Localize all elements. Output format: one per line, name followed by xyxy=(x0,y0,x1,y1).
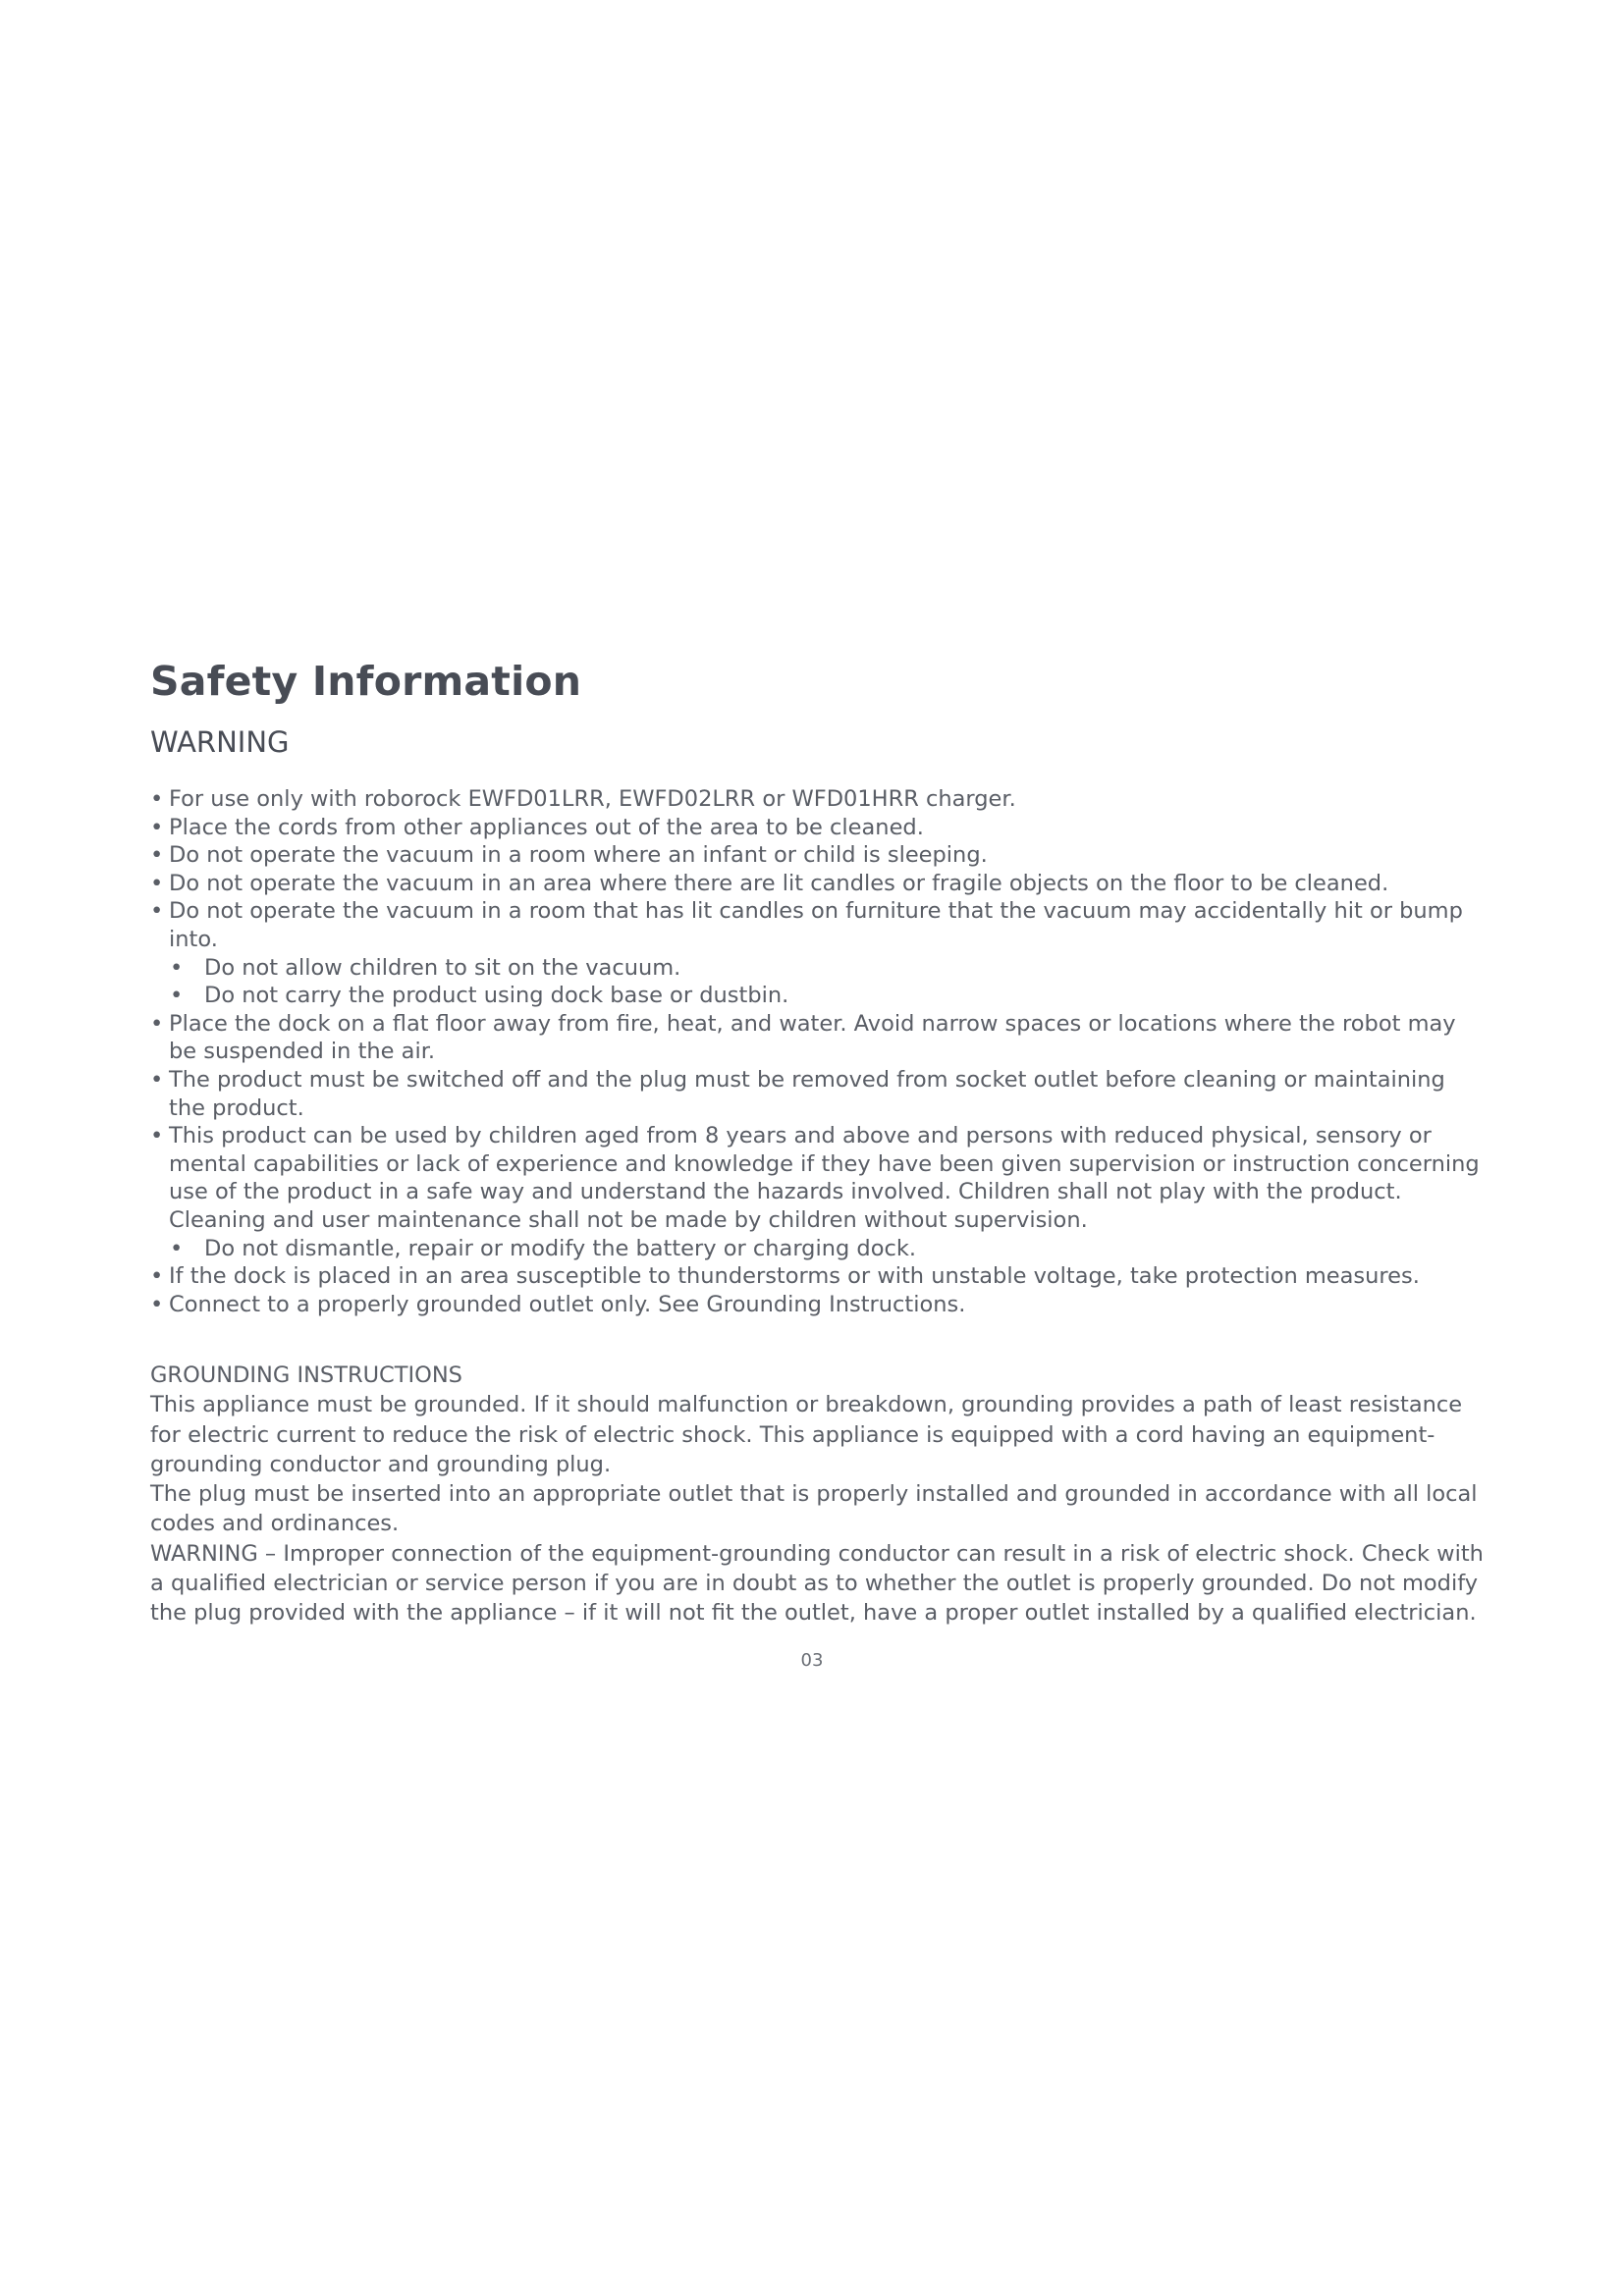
warning-item xyxy=(150,1291,1486,1319)
bullet-icon: • xyxy=(150,814,164,840)
warning-item xyxy=(150,897,1486,953)
warning-subitem xyxy=(150,982,1486,1010)
warning-text: Do not allow children to sit on the vacuum. xyxy=(204,954,681,981)
grounding-paragraph: This appliance must be grounded. If it should malfunction or breakdown, grounding provides a path of least resistance for electric current to reduce the risk of electric shock. This appliance is equipped with a cord having an equipment-grounding conductor and grounding plug. xyxy=(150,1392,1463,1477)
warning-item xyxy=(150,1066,1486,1122)
bullet-icon: • xyxy=(150,842,164,869)
warning-item xyxy=(150,814,1486,842)
warning-list xyxy=(150,785,1486,1318)
warning-item xyxy=(150,841,1486,870)
bullet-icon: • xyxy=(150,1010,164,1037)
warning-item xyxy=(150,870,1486,898)
warning-text: Place the cords from other appliances out of the area to be cleaned. xyxy=(169,814,924,840)
warning-text: Do not dismantle, repair or modify the battery or charging dock. xyxy=(204,1235,917,1261)
warning-text: For use only with roborock EWFD01LRR, EWFD02LRR or WFD01HRR charger. xyxy=(169,786,1016,812)
grounding-warning-paragraph: WARNING – Improper connection of the equipment-grounding conductor can result in a risk of electric shock. Check with a qualified electrician or service person if you are in doubt as to whether the outlet is properly grounded. Do not modify the plug provided with the appliance – if it will not fit the outlet, have a proper outlet installed by a qualified electrician. xyxy=(150,1540,1484,1626)
bullet-icon: • xyxy=(170,954,184,981)
bullet-icon: • xyxy=(170,983,184,1009)
warning-item xyxy=(150,1262,1486,1291)
warning-heading: WARNING xyxy=(150,725,290,759)
bullet-icon: • xyxy=(150,1291,164,1317)
warning-text: The product must be switched off and the plug must be removed from socket outlet before cleaning or maintaining the product. xyxy=(169,1066,1445,1121)
bullet-icon: • xyxy=(150,1123,164,1149)
warning-text: Place the dock on a flat floor away from fire, heat, and water. Avoid narrow spaces or locations where the robot may be suspended in the air. xyxy=(169,1010,1456,1065)
warning-text: Connect to a properly grounded outlet only. See Grounding Instructions. xyxy=(169,1291,966,1317)
warning-item xyxy=(150,1122,1486,1234)
grounding-heading: GROUNDING INSTRUCTIONS xyxy=(150,1362,462,1389)
warning-text: Do not operate the vacuum in a room where an infant or child is sleeping. xyxy=(169,842,988,869)
grounding-paragraph: The plug must be inserted into an appropriate outlet that is properly installed and grounded in accordance with all local codes and ordinances. xyxy=(150,1481,1478,1537)
bullet-icon: • xyxy=(170,1235,184,1261)
bullet-icon: • xyxy=(150,898,164,925)
warning-text: Do not operate the vacuum in a room that has lit candles on furniture that the vacuum may accidentally hit or bump into. xyxy=(169,898,1463,952)
warning-subitem xyxy=(150,1235,1486,1263)
warning-item xyxy=(150,1010,1486,1066)
bullet-icon: • xyxy=(150,786,164,812)
page-title: Safety Information xyxy=(150,658,582,705)
warning-text: Do not operate the vacuum in an area where there are lit candles or fragile objects on the floor to be cleaned. xyxy=(169,870,1389,896)
warning-text: This product can be used by children aged from 8 years and above and persons with reduced physical, sensory or mental capabilities or lack of experience and knowledge if they have been given supervision or instruction concerning use of the product in a safe way and understand the hazards involved. Children shall not play with the product. Cleaning and user maintenance shall not be made by children without supervision. xyxy=(169,1123,1480,1233)
bullet-icon: • xyxy=(150,1263,164,1290)
warning-item xyxy=(150,785,1486,814)
warning-text: Do not carry the product using dock base or dustbin. xyxy=(204,983,789,1009)
bullet-icon: • xyxy=(150,1066,164,1093)
warning-subitem xyxy=(150,954,1486,983)
warning-text: If the dock is placed in an area susceptible to thunderstorms or with unstable voltage, take protection measures. xyxy=(169,1263,1420,1290)
bullet-icon: • xyxy=(150,870,164,896)
page-number: 03 xyxy=(800,1650,824,1671)
grounding-section xyxy=(150,1361,1486,1628)
safety-section xyxy=(150,656,1486,1628)
